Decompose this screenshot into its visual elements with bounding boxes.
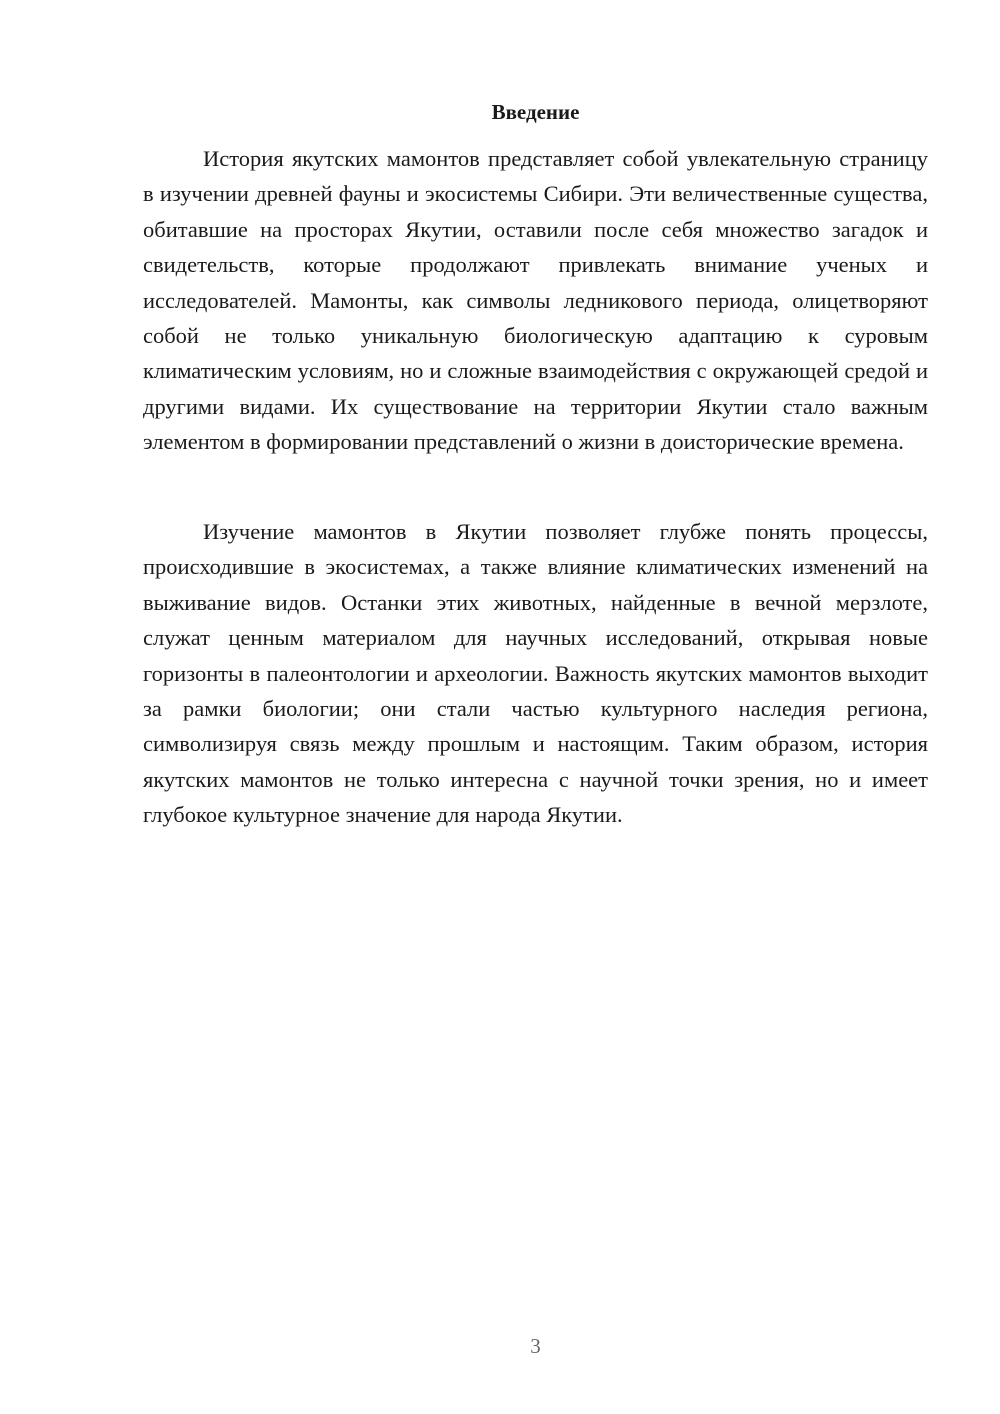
paragraph-1: История якутских мамонтов представляет собой увлекательную страницу в изучении древней фауны и экосистемы Сибири. Эти величественные существа, обитавшие на просторах Якутии, оставили после себя множество загадок и свидетельств, которые продолжают привлекать внимание ученых и исследователей. Мамонты, как символы ледникового периода, олицетворяют собой не только уникальную биологическую адаптацию к суровым климатическим условиям, но и сложные взаимодействия с окружающей средой и другими видами. Их существование на территории Якутии стало важным элементом в формировании представлений о жизни в доисторические времена. [143,146,928,455]
page-number: 3 [530,1334,541,1358]
paragraph-2: Изучение мамонтов в Якутии позволяет глубже понять процессы, происходившие в экосистемах, а также влияние климатических изменений на выживание видов. Останки этих животных, найденные в вечной мерзлоте, служат ценным материалом для научных исследований, открывая новые горизонты в палеонтологии и археологии. Важность якутских мамонтов выходит за рамки биологии; они стали частью культурного наследия региона, символизируя связь между прошлым и настоящим. Таким образом, история якутских мамонтов не только интересна с научной точки зрения, но и имеет глубокое культурное значение для народа Якутии. [143,519,928,828]
section-heading: Введение [491,100,580,124]
